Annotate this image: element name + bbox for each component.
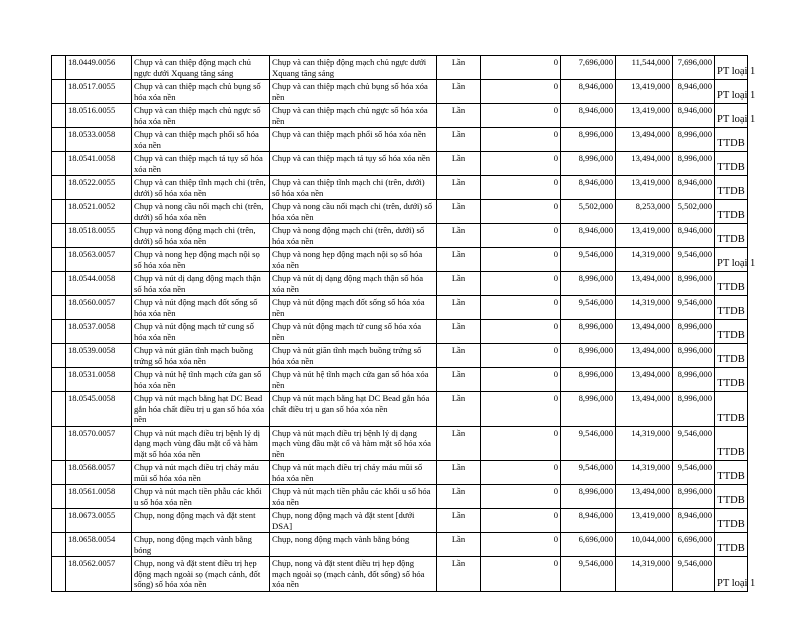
price-cell: 8,946,000 — [673, 224, 715, 248]
category-cell: TTDB — [715, 320, 748, 344]
table-row — [52, 128, 748, 152]
service-name-cell: Chụp và can thiệp mạch chủ ngực số hóa xóa nền — [132, 104, 270, 128]
service-name-mapped-cell: Chụp và nong động mạch chi (trên, dưới) số hóa xóa nền — [270, 224, 437, 248]
price-cell: 8,946,000 — [673, 176, 715, 200]
price-cell: 8,996,000 — [561, 392, 616, 427]
service-name-mapped-cell: Chụp và nút giãn tĩnh mạch buồng trứng số hóa xóa nền — [270, 344, 437, 368]
service-name-mapped-cell: Chụp và nong cầu nối mạch chi (trên, dưới) số hóa xóa nền — [270, 200, 437, 224]
table-row — [52, 426, 748, 461]
service-name-cell: Chụp và nút hệ tĩnh mạch cửa gan số hóa xóa nền — [132, 368, 270, 392]
table-row — [52, 80, 748, 104]
service-code-cell: 18.0521.0052 — [66, 200, 132, 224]
service-code-cell: 18.0568.0057 — [66, 461, 132, 485]
service-name-cell: Chụp và nút dị dạng động mạch thận số hóa xóa nền — [132, 272, 270, 296]
service-code-cell: 18.0563.0057 — [66, 248, 132, 272]
quantity-cell: 0 — [481, 248, 561, 272]
price-cell: 13,494,000 — [616, 128, 673, 152]
price-cell: 8,996,000 — [561, 320, 616, 344]
service-name-cell: Chụp và nút mạch điều trị bệnh lý dị dạng mạch vùng đầu mặt cổ và hàm mặt số hóa xóa nền — [132, 426, 270, 461]
service-code-cell: 18.0544.0058 — [66, 272, 132, 296]
service-name-cell: Chụp và nút động mạch đốt sống số hóa xóa nền — [132, 296, 270, 320]
price-cell: 13,494,000 — [616, 272, 673, 296]
service-name-mapped-cell: Chụp và nút dị dạng động mạch thận số hóa xóa nền — [270, 272, 437, 296]
service-name-mapped-cell: Chụp, nong động mạch vành bằng bóng — [270, 533, 437, 557]
stt-cell — [52, 272, 66, 296]
stt-cell — [52, 368, 66, 392]
price-cell: 8,996,000 — [673, 392, 715, 427]
category-cell: PT loại 1 — [715, 104, 748, 128]
price-cell: 8,996,000 — [673, 128, 715, 152]
price-cell: 8,946,000 — [561, 80, 616, 104]
unit-cell: Lần — [437, 152, 481, 176]
quantity-cell: 0 — [481, 509, 561, 533]
service-code-cell: 18.0561.0058 — [66, 485, 132, 509]
category-cell: TTDB — [715, 392, 748, 427]
service-code-cell: 18.0539.0058 — [66, 344, 132, 368]
price-cell: 10,044,000 — [616, 533, 673, 557]
quantity-cell: 0 — [481, 461, 561, 485]
stt-cell — [52, 56, 66, 80]
service-name-cell: Chụp, nong và đặt stent điều trị hẹp động mạch ngoài sọ (mạch cảnh, đốt sống) số hóa xóa nền — [132, 557, 270, 592]
category-cell: TTDB — [715, 344, 748, 368]
service-code-cell: 18.0545.0058 — [66, 392, 132, 427]
price-cell: 8,996,000 — [561, 485, 616, 509]
unit-cell: Lần — [437, 296, 481, 320]
price-cell: 14,319,000 — [616, 426, 673, 461]
category-cell: TTDB — [715, 272, 748, 296]
quantity-cell: 0 — [481, 426, 561, 461]
category-cell: TTDB — [715, 176, 748, 200]
price-cell: 8,946,000 — [561, 176, 616, 200]
table-row — [52, 461, 748, 485]
service-name-cell: Chụp và nong hẹp động mạch nội sọ số hóa xóa nền — [132, 248, 270, 272]
unit-cell: Lần — [437, 176, 481, 200]
service-name-cell: Chụp và nút mạch bằng hạt DC Bead gắn hóa chất điều trị u gan số hóa xóa nền — [132, 392, 270, 427]
price-cell: 8,946,000 — [673, 509, 715, 533]
service-name-mapped-cell: Chụp, nong động mạch và đặt stent [dưới DSA] — [270, 509, 437, 533]
price-cell: 9,546,000 — [561, 426, 616, 461]
price-cell: 13,494,000 — [616, 368, 673, 392]
unit-cell: Lần — [437, 392, 481, 427]
price-cell: 9,546,000 — [561, 557, 616, 592]
service-name-cell: Chụp, nong động mạch và đặt stent — [132, 509, 270, 533]
price-cell: 6,696,000 — [561, 533, 616, 557]
unit-cell: Lần — [437, 368, 481, 392]
price-cell: 14,319,000 — [616, 557, 673, 592]
service-name-cell: Chụp và nong cầu nối mạch chi (trên, dưới) số hóa xóa nền — [132, 200, 270, 224]
table-row — [52, 248, 748, 272]
price-cell: 13,494,000 — [616, 320, 673, 344]
price-cell: 13,494,000 — [616, 344, 673, 368]
price-cell: 9,546,000 — [673, 296, 715, 320]
price-cell: 8,996,000 — [673, 320, 715, 344]
service-code-cell: 18.0518.0055 — [66, 224, 132, 248]
price-cell: 8,996,000 — [561, 368, 616, 392]
service-name-cell: Chụp và can thiệp mạch phổi số hóa xóa nền — [132, 128, 270, 152]
price-cell: 8,996,000 — [673, 368, 715, 392]
service-name-cell: Chụp và can thiệp tĩnh mạch chi (trên, dưới) số hóa xóa nền — [132, 176, 270, 200]
stt-cell — [52, 320, 66, 344]
price-cell: 5,502,000 — [561, 200, 616, 224]
unit-cell: Lần — [437, 128, 481, 152]
table-row — [52, 320, 748, 344]
quantity-cell: 0 — [481, 272, 561, 296]
price-cell: 8,996,000 — [561, 344, 616, 368]
unit-cell: Lần — [437, 461, 481, 485]
price-cell: 14,319,000 — [616, 248, 673, 272]
price-cell: 13,419,000 — [616, 80, 673, 104]
service-code-cell: 18.0449.0056 — [66, 56, 132, 80]
table-row — [52, 533, 748, 557]
category-cell: TTDB — [715, 461, 748, 485]
service-name-cell: Chụp và can thiệp mạch chủ bụng số hóa xóa nền — [132, 80, 270, 104]
category-cell: PT loại 1 — [715, 248, 748, 272]
price-cell: 9,546,000 — [673, 557, 715, 592]
category-cell: TTDB — [715, 296, 748, 320]
stt-cell — [52, 80, 66, 104]
price-cell: 14,319,000 — [616, 461, 673, 485]
category-cell: TTDB — [715, 152, 748, 176]
quantity-cell: 0 — [481, 176, 561, 200]
stt-cell — [52, 152, 66, 176]
service-name-cell: Chụp và nong động mạch chi (trên, dưới) số hóa xóa nền — [132, 224, 270, 248]
quantity-cell: 0 — [481, 533, 561, 557]
stt-cell — [52, 224, 66, 248]
unit-cell: Lần — [437, 320, 481, 344]
price-cell: 8,996,000 — [561, 128, 616, 152]
price-cell: 13,494,000 — [616, 152, 673, 176]
service-name-mapped-cell: Chụp và can thiệp mạch chủ bụng số hóa xóa nền — [270, 80, 437, 104]
price-cell: 9,546,000 — [673, 426, 715, 461]
service-code-cell: 18.0531.0058 — [66, 368, 132, 392]
service-name-mapped-cell: Chụp và nút hệ tĩnh mạch cửa gan số hóa xóa nền — [270, 368, 437, 392]
table-row — [52, 56, 748, 80]
service-name-mapped-cell: Chụp và nút mạch điều trị chảy máu mũi số hóa xóa nền — [270, 461, 437, 485]
service-code-cell: 18.0522.0055 — [66, 176, 132, 200]
price-cell: 8,946,000 — [673, 80, 715, 104]
table-row — [52, 224, 748, 248]
price-cell: 5,502,000 — [673, 200, 715, 224]
category-cell: TTDB — [715, 200, 748, 224]
unit-cell: Lần — [437, 557, 481, 592]
unit-cell: Lần — [437, 344, 481, 368]
service-name-cell: Chụp và nút động mạch tử cung số hóa xóa nền — [132, 320, 270, 344]
category-cell: TTDB — [715, 368, 748, 392]
service-code-cell: 18.0673.0055 — [66, 509, 132, 533]
service-name-cell: Chụp và nút mạch điều trị chảy máu mũi số hóa xóa nền — [132, 461, 270, 485]
stt-cell — [52, 485, 66, 509]
stt-cell — [52, 461, 66, 485]
service-name-mapped-cell: Chụp và can thiệp tĩnh mạch chi (trên, dưới) số hóa xóa nền — [270, 176, 437, 200]
stt-cell — [52, 557, 66, 592]
category-cell: TTDB — [715, 224, 748, 248]
category-cell: TTDB — [715, 128, 748, 152]
quantity-cell: 0 — [481, 296, 561, 320]
service-code-cell: 18.0537.0058 — [66, 320, 132, 344]
price-cell: 13,419,000 — [616, 176, 673, 200]
table-row — [52, 200, 748, 224]
price-cell: 9,546,000 — [673, 461, 715, 485]
price-cell: 8,996,000 — [561, 272, 616, 296]
service-name-cell: Chụp và nút giãn tĩnh mạch buồng trứng số hóa xóa nền — [132, 344, 270, 368]
price-cell: 8,996,000 — [673, 152, 715, 176]
table-body — [52, 56, 756, 592]
stt-cell — [52, 344, 66, 368]
category-cell: TTDB — [715, 509, 748, 533]
category-cell: TTDB — [715, 426, 748, 461]
stt-cell — [52, 200, 66, 224]
unit-cell: Lần — [437, 272, 481, 296]
service-name-mapped-cell: Chụp và can thiệp mạch phổi số hóa xóa nền — [270, 128, 437, 152]
price-cell: 13,494,000 — [616, 392, 673, 427]
price-cell: 8,946,000 — [561, 509, 616, 533]
service-name-cell: Chụp và can thiệp mạch tá tụy số hóa xóa nền — [132, 152, 270, 176]
service-name-mapped-cell: Chụp và can thiệp mạch chủ ngực số hóa xóa nền — [270, 104, 437, 128]
price-cell: 8,946,000 — [561, 104, 616, 128]
table-row — [52, 368, 748, 392]
price-cell: 7,696,000 — [561, 56, 616, 80]
category-cell: PT loại 1 — [715, 56, 748, 80]
price-cell: 13,494,000 — [616, 485, 673, 509]
quantity-cell: 0 — [481, 320, 561, 344]
quantity-cell: 0 — [481, 200, 561, 224]
unit-cell: Lần — [437, 104, 481, 128]
table-row — [52, 509, 748, 533]
price-cell: 9,546,000 — [561, 248, 616, 272]
service-name-mapped-cell: Chụp và nút mạch tiền phẫu các khối u số hóa xóa nền — [270, 485, 437, 509]
price-cell: 8,996,000 — [673, 344, 715, 368]
quantity-cell: 0 — [481, 368, 561, 392]
stt-cell — [52, 392, 66, 427]
stt-cell — [52, 509, 66, 533]
quantity-cell: 0 — [481, 344, 561, 368]
unit-cell: Lần — [437, 426, 481, 461]
price-cell: 13,419,000 — [616, 509, 673, 533]
price-cell: 8,996,000 — [561, 152, 616, 176]
service-name-mapped-cell: Chụp và can thiệp động mạch chủ ngực dưới Xquang tăng sáng — [270, 56, 437, 80]
service-name-cell: Chụp và can thiệp động mạch chủ ngực dưới Xquang tăng sáng — [132, 56, 270, 80]
quantity-cell: 0 — [481, 557, 561, 592]
service-name-mapped-cell: Chụp và can thiệp mạch tá tụy số hóa xóa nền — [270, 152, 437, 176]
service-name-cell: Chụp và nút mạch tiền phẫu các khối u số hóa xóa nền — [132, 485, 270, 509]
category-cell: TTDB — [715, 485, 748, 509]
unit-cell: Lần — [437, 80, 481, 104]
quantity-cell: 0 — [481, 128, 561, 152]
category-cell: PT loại 1 — [715, 557, 748, 592]
table-row — [52, 557, 748, 592]
service-name-mapped-cell: Chụp và nút động mạch đốt sống số hóa xóa nền — [270, 296, 437, 320]
table-row — [52, 485, 748, 509]
table-row — [52, 152, 748, 176]
unit-cell: Lần — [437, 224, 481, 248]
price-cell: 11,544,000 — [616, 56, 673, 80]
quantity-cell: 0 — [481, 152, 561, 176]
stt-cell — [52, 533, 66, 557]
unit-cell: Lần — [437, 248, 481, 272]
service-name-mapped-cell: Chụp và nút động mạch tử cung số hóa xóa nền — [270, 320, 437, 344]
price-cell: 14,319,000 — [616, 296, 673, 320]
service-code-cell: 18.0560.0057 — [66, 296, 132, 320]
stt-cell — [52, 426, 66, 461]
stt-cell — [52, 296, 66, 320]
table-row — [52, 104, 748, 128]
price-cell: 8,253,000 — [616, 200, 673, 224]
stt-cell — [52, 248, 66, 272]
price-cell: 8,946,000 — [561, 224, 616, 248]
service-code-cell: 18.0570.0057 — [66, 426, 132, 461]
service-code-cell: 18.0541.0058 — [66, 152, 132, 176]
quantity-cell: 0 — [481, 56, 561, 80]
service-name-mapped-cell: Chụp và nút mạch bằng hạt DC Bead gắn hóa chất điều trị u gan số hóa xóa nền — [270, 392, 437, 427]
price-cell: 13,419,000 — [616, 224, 673, 248]
stt-cell — [52, 128, 66, 152]
unit-cell: Lần — [437, 200, 481, 224]
price-cell: 6,696,000 — [673, 533, 715, 557]
quantity-cell: 0 — [481, 224, 561, 248]
price-cell: 9,546,000 — [561, 461, 616, 485]
service-code-cell: 18.0658.0054 — [66, 533, 132, 557]
unit-cell: Lần — [437, 56, 481, 80]
service-code-cell: 18.0517.0055 — [66, 80, 132, 104]
category-cell: PT loại 1 — [715, 80, 748, 104]
table-row — [52, 392, 748, 427]
stt-cell — [52, 104, 66, 128]
service-code-cell: 18.0533.0058 — [66, 128, 132, 152]
unit-cell: Lần — [437, 509, 481, 533]
price-cell: 9,546,000 — [673, 248, 715, 272]
price-cell: 9,546,000 — [561, 296, 616, 320]
service-name-mapped-cell: Chụp và nút mạch điều trị bệnh lý dị dạng mạch vùng đầu mặt cổ và hàm mặt số hóa xóa nền — [270, 426, 437, 461]
price-cell: 8,946,000 — [673, 104, 715, 128]
price-cell: 7,696,000 — [673, 56, 715, 80]
table-row — [52, 296, 748, 320]
quantity-cell: 0 — [481, 485, 561, 509]
service-name-cell: Chụp, nong động mạch vành bằng bóng — [132, 533, 270, 557]
unit-cell: Lần — [437, 485, 481, 509]
service-code-cell: 18.0516.0055 — [66, 104, 132, 128]
table-row — [52, 344, 748, 368]
quantity-cell: 0 — [481, 80, 561, 104]
table-row — [52, 176, 748, 200]
table-row — [52, 272, 748, 296]
price-table — [51, 55, 756, 592]
unit-cell: Lần — [437, 533, 481, 557]
quantity-cell: 0 — [481, 392, 561, 427]
quantity-cell: 0 — [481, 104, 561, 128]
price-cell: 13,419,000 — [616, 104, 673, 128]
service-code-cell: 18.0562.0057 — [66, 557, 132, 592]
price-cell: 8,996,000 — [673, 272, 715, 296]
stt-cell — [52, 176, 66, 200]
price-cell: 8,996,000 — [673, 485, 715, 509]
service-name-mapped-cell: Chụp và nong hẹp động mạch nội sọ số hóa xóa nền — [270, 248, 437, 272]
category-cell: TTDB — [715, 533, 748, 557]
service-name-mapped-cell: Chụp, nong và đặt stent điều trị hẹp động mạch ngoài sọ (mạch cảnh, đốt sống) số hóa xóa nền — [270, 557, 437, 592]
